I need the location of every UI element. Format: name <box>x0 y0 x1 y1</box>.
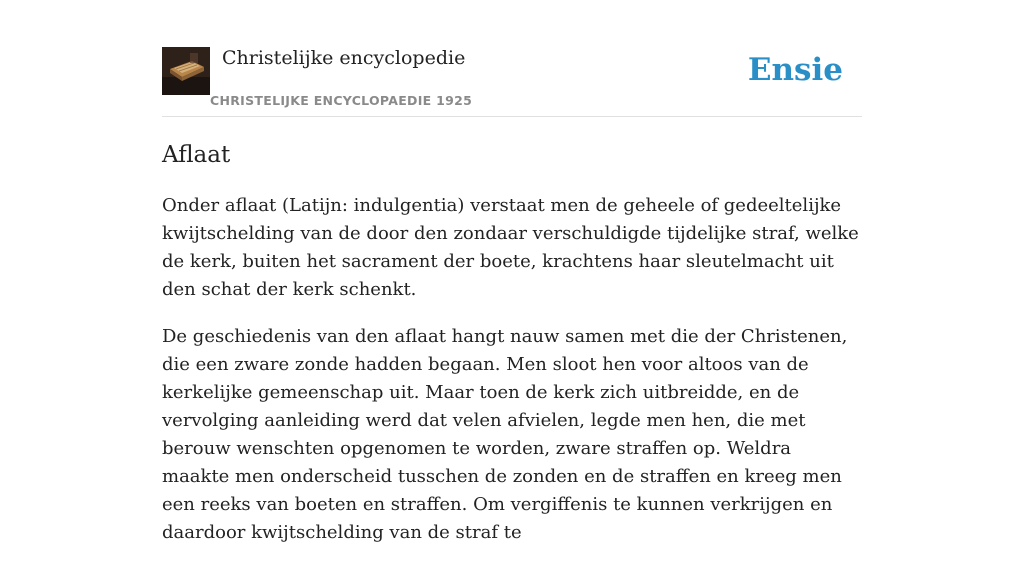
article-title: Aflaat <box>162 142 231 168</box>
publication-avatar[interactable] <box>162 47 210 95</box>
publication-header <box>162 46 862 117</box>
article-paragraph: Onder aflaat (Latijn: indulgentia) verstaat men de geheele of gedeeltelijke kwijtschelding van de door den zondaar verschuldigde tijdelijke straf, welke de kerk, buiten het sacrament der boete, krachtens haar sleutelmacht uit den schat der kerk schenkt. <box>162 195 859 300</box>
article-paragraph: De geschiedenis van den aflaat hangt nauw samen met die der Christenen, die een zware zonde hadden begaan. Men sloot hen voor altoos van de kerkelijke gemeenschap uit. Maar toen de kerk zich uitbreidde, en de vervolging aanleiding werd dat velen afvielen, legde men hen, die met berouw wenschten opgenomen te worden, zware straffen op. Weldra maakte men onderscheid tusschen de zonden en de straffen en kreeg men een reeks van boeten en straffen. Om vergiffenis te kunnen verkrijgen en daardoor kwijtschelding van de straf te <box>162 326 848 543</box>
publication-title[interactable]: Christelijke encyclopedie <box>222 47 466 69</box>
book-icon <box>162 47 210 95</box>
publication-subtitle: CHRISTELIJKE ENCYCLOPAEDIE 1925 <box>210 93 473 108</box>
article-body <box>162 192 862 566</box>
brand-logo-link[interactable]: Ensie <box>747 52 843 88</box>
